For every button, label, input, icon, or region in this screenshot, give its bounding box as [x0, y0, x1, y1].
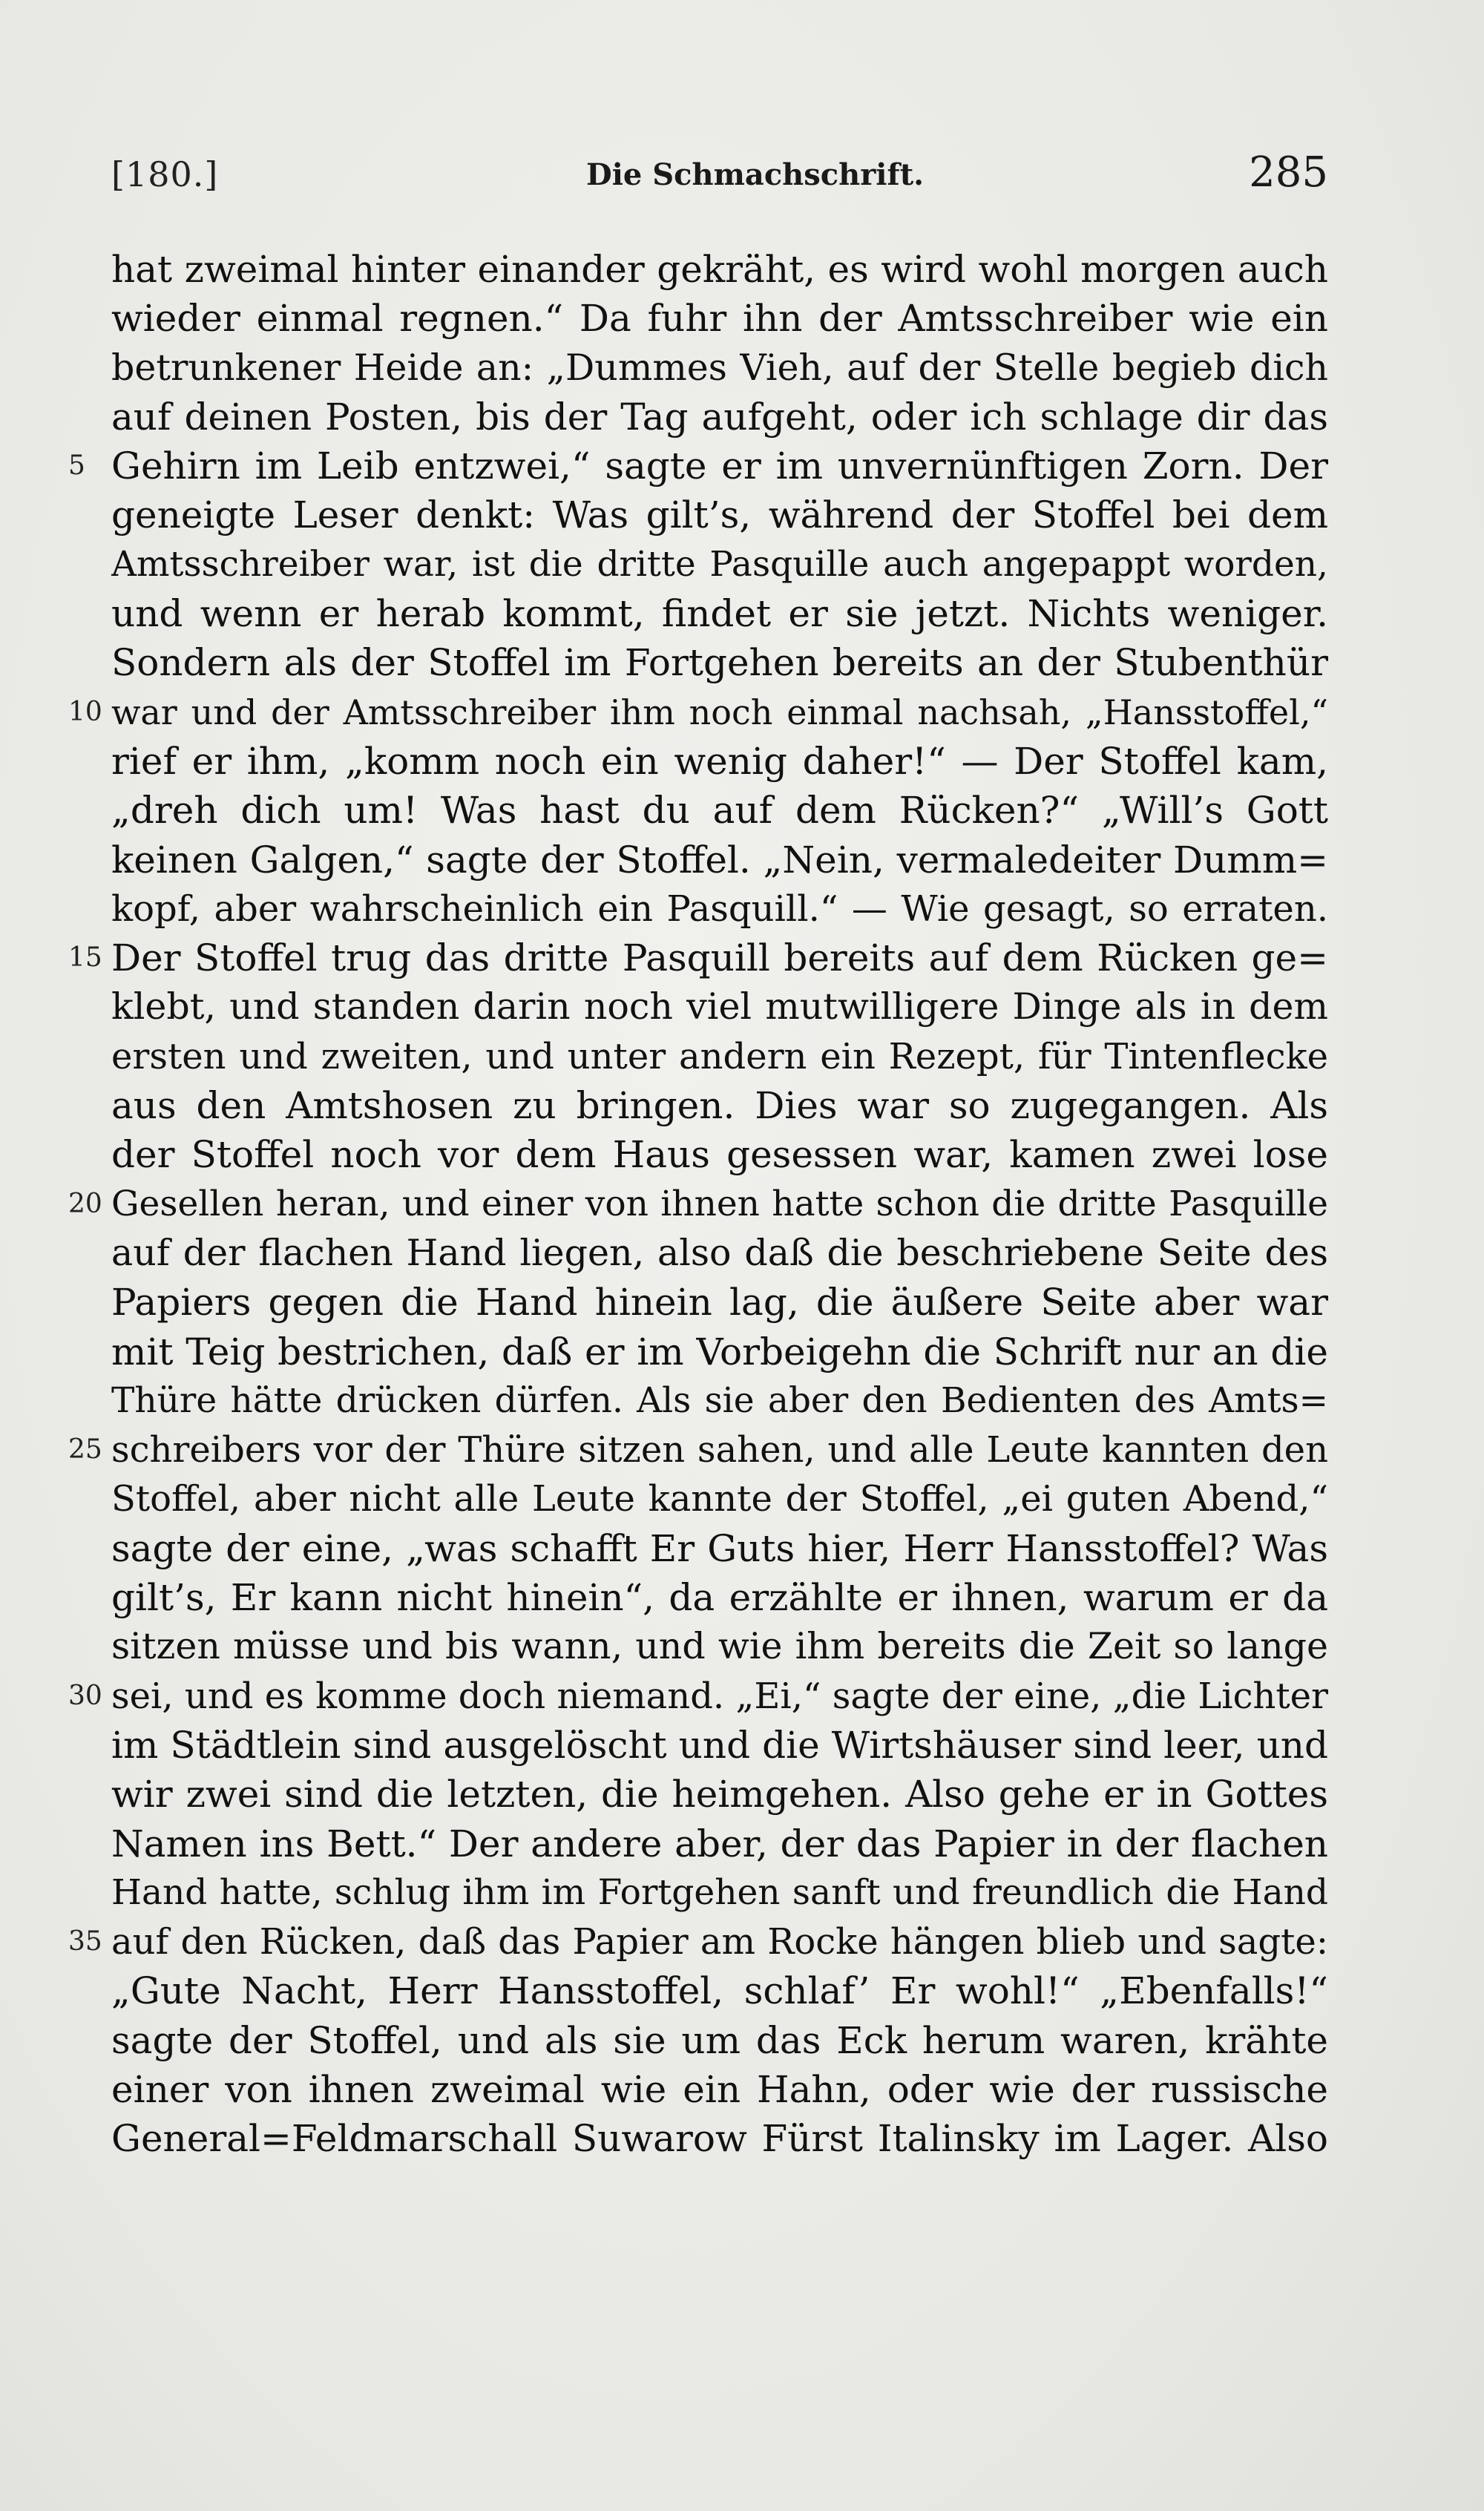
- line-text: Thüre hätte drücken dürfen. Als sie aber den Bedienten des Amts=: [111, 1379, 1328, 1421]
- text-line: [68, 442, 1328, 490]
- line-text: Sondern als der Stoffel im Fortgehen bereits an der Stubenthür: [111, 641, 1328, 685]
- text-line: [111, 1130, 1328, 1179]
- text-line: [111, 393, 1328, 442]
- signature-marker: [180.]: [111, 154, 219, 194]
- text-line: [111, 589, 1328, 638]
- text-line: [111, 1032, 1328, 1081]
- line-text: war und der Amtsschreiber ihm noch einmal nachsah, „Hansstoffel,“: [111, 692, 1328, 732]
- text-line: [111, 1770, 1328, 1819]
- text-line: [111, 540, 1328, 589]
- line-text: gilt’s, Er kann nicht hinein“, da erzählte er ihnen, warum er da: [111, 1576, 1328, 1620]
- line-number: 20: [68, 1188, 102, 1219]
- text-line: [111, 2065, 1328, 2114]
- line-number: 35: [68, 1926, 102, 1957]
- line-text: der Stoffel noch vor dem Haus gesessen war, kamen zwei lose: [111, 1133, 1328, 1177]
- text-line: [111, 490, 1328, 539]
- line-text: und wenn er herab kommt, findet er sie jetzt. Nichts weniger.: [111, 592, 1328, 636]
- line-text: sagte der Stoffel, und als sie um das Eck herum waren, krähte: [111, 2018, 1328, 2062]
- line-text: „Gute Nacht, Herr Hansstoffel, schlaf’ Er wohl!“ „Ebenfalls!“: [111, 1969, 1328, 2013]
- line-text: auf der flachen Hand liegen, also daß die beschriebene Seite des: [111, 1231, 1328, 1274]
- text-line: [111, 1868, 1328, 1917]
- line-number: 15: [68, 942, 102, 974]
- text-line: [68, 1672, 1328, 1721]
- text-line: [68, 1180, 1328, 1229]
- line-text: aus den Amtshosen zu bringen. Dies war so zugegangen. Als: [111, 1084, 1328, 1128]
- line-number: 10: [68, 696, 102, 727]
- line-text: betrunkener Heide an: „Dummes Vieh, auf der Stelle begieb dich: [111, 346, 1328, 389]
- text-line: [111, 638, 1328, 687]
- text-line: [111, 884, 1328, 933]
- text-line: [68, 1425, 1328, 1474]
- line-text: keinen Galgen,“ sagte der Stoffel. „Nein, vermaledeiter Dumm=: [111, 838, 1328, 882]
- line-text: Hand hatte, schlug ihm im Fortgehen sanft und freundlich die Hand: [111, 1871, 1328, 1913]
- text-line: [68, 933, 1328, 982]
- line-text: klebt, und standen darin noch viel mutwilligere Dinge als in dem: [111, 985, 1328, 1028]
- line-text: schreibers vor der Thüre sitzen sahen, und alle Leute kannten den: [111, 1429, 1328, 1471]
- text-line: [111, 2114, 1328, 2163]
- line-number: 30: [68, 1680, 102, 1711]
- text-line: [111, 1819, 1328, 1868]
- text-line: [111, 1622, 1328, 1671]
- line-text: sagte der eine, „was schafft Er Guts hier, Herr Hansstoffel? Was: [111, 1526, 1328, 1570]
- text-line: [111, 294, 1328, 343]
- text-line: [111, 1573, 1328, 1622]
- text-line: [111, 1966, 1328, 2015]
- line-text: hat zweimal hinter einander gekräht, es wird wohl morgen auch: [111, 248, 1328, 291]
- text-line: [68, 1917, 1328, 1966]
- line-text: Stoffel, aber nicht alle Leute kannte der Stoffel, „ei guten Abend,“: [111, 1478, 1328, 1520]
- text-line: [111, 1524, 1328, 1573]
- text-line: [111, 1721, 1328, 1770]
- text-line: [111, 786, 1328, 835]
- line-text: auf den Rücken, daß das Papier am Rocke hängen blieb und sagte:: [111, 1921, 1328, 1963]
- text-line: [68, 688, 1328, 737]
- line-text: Papiers gegen die Hand hinein lag, die äußere Seite aber war: [111, 1281, 1328, 1325]
- line-text: sitzen müsse und bis wann, und wie ihm bereits die Zeit so lange: [111, 1625, 1328, 1668]
- line-text: General=Feldmarschall Suwarow Fürst Italinsky im Lager. Also: [111, 2117, 1328, 2161]
- line-text: wir zwei sind die letzten, die heimgehen. Also gehe er in Gottes: [111, 1773, 1328, 1816]
- line-text: im Städtlein sind ausgelöscht und die Wirtshäuser sind leer, und: [111, 1723, 1328, 1767]
- text-line: [111, 1278, 1328, 1327]
- line-text: kopf, aber wahrscheinlich ein Pasquill.“ — Wie gesagt, so erraten.: [111, 887, 1328, 930]
- text-line: [111, 982, 1328, 1031]
- line-number: 5: [68, 450, 85, 482]
- text-line: [111, 1229, 1328, 1278]
- text-line: [111, 836, 1328, 884]
- line-text: „dreh dich um! Was hast du auf dem Rücken?“ „Will’s Gott: [111, 789, 1328, 833]
- text-line: [111, 344, 1328, 393]
- line-text: geneigte Leser denkt: Was gilt’s, während der Stoffel bei dem: [111, 493, 1328, 537]
- line-text: Gehirn im Leib entzwei,“ sagte er im unvernünftigen Zorn. Der: [111, 444, 1328, 488]
- line-text: Namen ins Bett.“ Der andere aber, der das Papier in der flachen: [111, 1822, 1328, 1865]
- line-number: 25: [68, 1434, 102, 1465]
- line-text: ersten und zweiten, und unter andern ein Rezept, für Tintenflecke: [111, 1035, 1328, 1077]
- line-text: einer von ihnen zweimal wie ein Hahn, oder wie der russische: [111, 2067, 1328, 2111]
- text-line: [111, 1376, 1328, 1425]
- line-text: sei, und es komme doch niemand. „Ei,“ sagte der eine, „die Lichter: [111, 1675, 1328, 1717]
- running-header: [111, 148, 1328, 208]
- line-text: rief er ihm, „komm noch ein wenig daher!“ — Der Stoffel kam,: [111, 739, 1328, 783]
- text-line: [111, 1474, 1328, 1523]
- line-text: auf deinen Posten, bis der Tag aufgeht, oder ich schlage dir das: [111, 395, 1328, 439]
- line-text: mit Teig bestrichen, daß er im Vorbeigehn die Schrift nur an die: [111, 1330, 1328, 1373]
- text-line: [111, 1327, 1328, 1376]
- line-text: Amtsschreiber war, ist die dritte Pasquille auch angepappt worden,: [111, 543, 1328, 585]
- line-text: wieder einmal regnen.“ Da fuhr ihn der Amtsschreiber wie ein: [111, 297, 1328, 341]
- text-line: [111, 1081, 1328, 1130]
- running-title: Die Schmachschrift.: [586, 157, 925, 192]
- body-text: [68, 245, 1328, 2164]
- line-text: Der Stoffel trug das dritte Pasquill bereits auf dem Rücken ge=: [111, 936, 1328, 980]
- line-text: Gesellen heran, und einer von ihnen hatte schon die dritte Pasquille: [111, 1183, 1328, 1224]
- text-line: [111, 2016, 1328, 2065]
- page-number: 285: [1249, 148, 1328, 197]
- text-line: [111, 737, 1328, 786]
- text-line: [111, 245, 1328, 294]
